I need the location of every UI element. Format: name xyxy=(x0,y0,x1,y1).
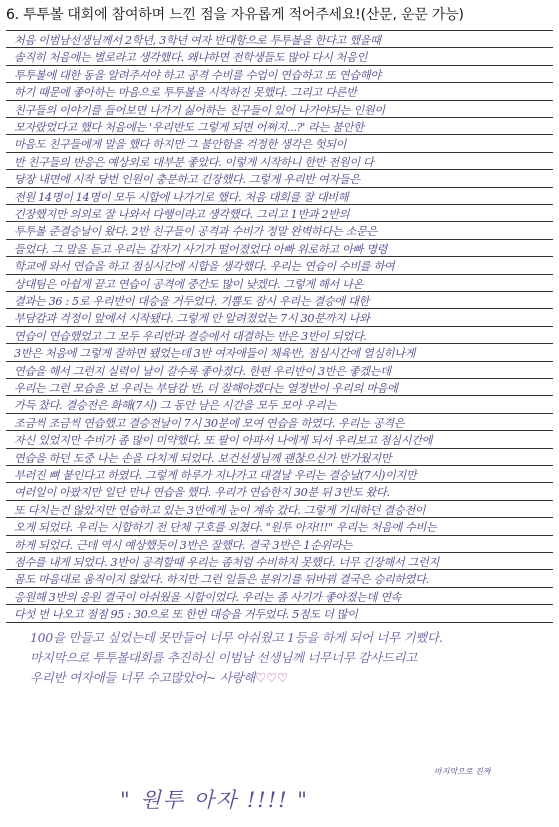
handwritten-line: 자신 있었지만 수비가 좀 많이 미약했다. 또 팔이 아파서 나에게 되서 우리보고 점심시간에 xyxy=(14,434,433,448)
handwritten-text: 우리반 여자애들 너무 수고많았어~ 사랑해 xyxy=(30,669,256,685)
handwritten-line: 전원 14명이 14명이 모두 시합에 나가기로 했다. 처음 대회를 잘 대비해 xyxy=(14,190,349,204)
handwritten-line: 솔직히 처음에는 별로라고 생각했다. 왜냐하면 전학생들도 많아 다시 처음인 xyxy=(14,51,368,65)
handwritten-line: 들었다. 그 말을 듣고 우리는 갑자기 사기가 떨어졌었다 아빠 위로하고 아빠 명령 xyxy=(14,242,388,256)
prompt-heading: 6. 투투볼 대회에 참여하며 느낀 점을 자유롭게 적어주세요!(산문, 운문 가능) xyxy=(6,7,464,23)
handwritten-line: 연습을 해서 그런지 실력이 날이 갈수록 좋아졌다. 한편 우리반이 3반은 좋겠는데 xyxy=(14,364,391,378)
handwritten-line: 응원해 3반의 응원 결국이 아쉬웠을 시합이었다. 우리는 좀 사기가 좋아졌는데 연속 xyxy=(14,590,402,604)
hearts-doodle: ♡♡♡ xyxy=(255,669,288,685)
handwritten-line: 오게 되었다. 우리는 시합하기 전 단체 구호를 외쳤다. "원투 아자!!!" 우리는 처음에 수비는 xyxy=(14,521,437,535)
handwritten-line: 부담감과 걱정이 앞에서 시작됐다. 그렇게 안 알려졌었는 7시 30분까지 나와 xyxy=(14,312,370,326)
handwritten-line: 친구들의 이야기를 들어보면 나가기 싫어하는 친구들이 있어 나가야되는 인원이 xyxy=(14,103,385,117)
handwritten-line: 다섯 번 나오고 점점 95 : 30으로 또 한번 대승을 거두었다. 5점도 더 많이 xyxy=(14,608,358,622)
side-note: 마지막으로 진짜 xyxy=(434,767,491,776)
handwritten-line: 가득 찼다. 결승전은 화해(7시) 그 동안 남은 시간을 모두 모아 우리는 xyxy=(14,399,336,413)
handwritten-line: 연습이 연습했었고 그 모두 우리반과 결승에서 대결하는 반은 3반이 되었다. xyxy=(14,329,367,343)
handwritten-line: 하기 때문에 좋아하는 마음으로 투투볼을 시작하진 못했다. 그리고 다른반 xyxy=(14,86,357,100)
handwritten-line: 투투볼 준결승날이 왔다. 2반 친구들이 공격과 수비가 정말 완벽하다는 소문은 xyxy=(14,225,378,239)
handwritten-line: 학교에 와서 연습을 하고 점심시간에 시합을 생각했다. 우리는 연습이 수비를 하여 xyxy=(14,260,395,274)
handwritten-line: 우리는 그런 모습을 보 우리는 부담감 반, 더 잘해야겠다는 열정반이 우리의 마음에 xyxy=(14,382,398,395)
handwritten-line: 연습을 하던 도중 나는 손을 다치게 되었다. 보건선생님께 괜찮으신가 반가웠지만 xyxy=(14,451,392,465)
handwritten-line: 당장 내면에 시작 당번 인원이 충분하고 긴장했다. 그렇게 우리반 여자들은 xyxy=(14,173,360,187)
ruled-line xyxy=(6,30,553,31)
handwritten-line: 결과는 36 : 5로 우리반이 대승을 거두었다. 기쁨도 잠시 우리는 결승에 대한 xyxy=(14,295,369,308)
handwritten-line: 점수를 내게 되었다. 3반이 공격할때 우리는 좀처럼 수비하지 못했다. 너무 긴장해서 그런지 xyxy=(14,556,439,569)
handwritten-line: 상대팀은 아쉽게 끝고 연습이 공격에 중간도 많이 낮겠다. 그렇게 해서 나온 xyxy=(14,277,363,291)
handwritten-line: 또 다치는건 않았지만 연습하고 있는 3반에게 눈이 계속 갔다. 그렇게 기대하던 결승전이 xyxy=(14,503,426,517)
handwritten-text: 100을 만들고 싶었는데 못만들어 너무 아쉬웠고 1등을 하게 되어 너무 기뻤다. xyxy=(30,629,443,645)
handwritten-line: 조금씩 조금씩 연습했고 결승전날이 7시 30분에 모여 연습을 하였다. 우리는 공격은 xyxy=(14,416,405,430)
closing-cheer: " 원투 아자 !!!! " xyxy=(120,788,309,812)
handwritten-text: 마지막으로 투투볼대회를 추진하신 이범남 선생님께 너무너무 감사드리고 xyxy=(30,649,418,665)
handwritten-line: 긴장했지만 의외로 잘 나와서 다행이라고 생각했다. 그리고 1반과 2반의 xyxy=(14,208,350,221)
handwritten-line: 3반은 처음에 그렇게 잘하면 됐었는데 3반 여자애들이 체육반, 점심시간에 열심히나게 xyxy=(14,347,416,361)
handwritten-line: 처음 이범남선생님께서 2학년, 3학년 여자 반대항으로 투투볼을 한다고 했을때 xyxy=(14,34,381,47)
handwritten-line xyxy=(30,668,549,686)
handwritten-line xyxy=(30,648,549,666)
handwritten-line: 모자랐었다고 했다 처음에는 '우리반도 그렇게 되면 어쩌지...?' 라는 불안한 xyxy=(14,121,364,134)
handwritten-line: 부러진 뼈 붙인다고 하였다. 그렇게 하루가 지나가고 대결날 우리는 결승날(7시)이지만 xyxy=(14,469,417,482)
handwritten-line: 여러일이 아팠지만 일단 만나 연습을 했다. 우리가 연습한지 30분 뒤 3반도 왔다. xyxy=(14,486,390,500)
handwritten-line: 하게 되었다. 근데 역시 예상했듯이 3반은 잘했다. 결국 3반은 1순위라는 xyxy=(14,538,352,552)
handwritten-line: 몸도 마음대로 움직이지 않았다. 하지만 그런 일들은 분위기를 뒤바꿔 결국은 승리하였다. xyxy=(14,573,429,587)
handwritten-line: 투투볼에 대한 동을 알려주셔야 하고 공격 수비를 수업이 연습하고 또 연습해야 xyxy=(14,68,381,82)
handwritten-line: 반 친구들의 반응은 예상외로 대부분 좋았다. 이렇게 시작하니 한반 전원이 다 xyxy=(14,155,374,169)
handwritten-line xyxy=(30,628,549,646)
handwritten-line: 마음도 친구들에게 말을 했다 하지만 그 불안함을 걱정한 생각은 헛되이 xyxy=(14,138,347,152)
